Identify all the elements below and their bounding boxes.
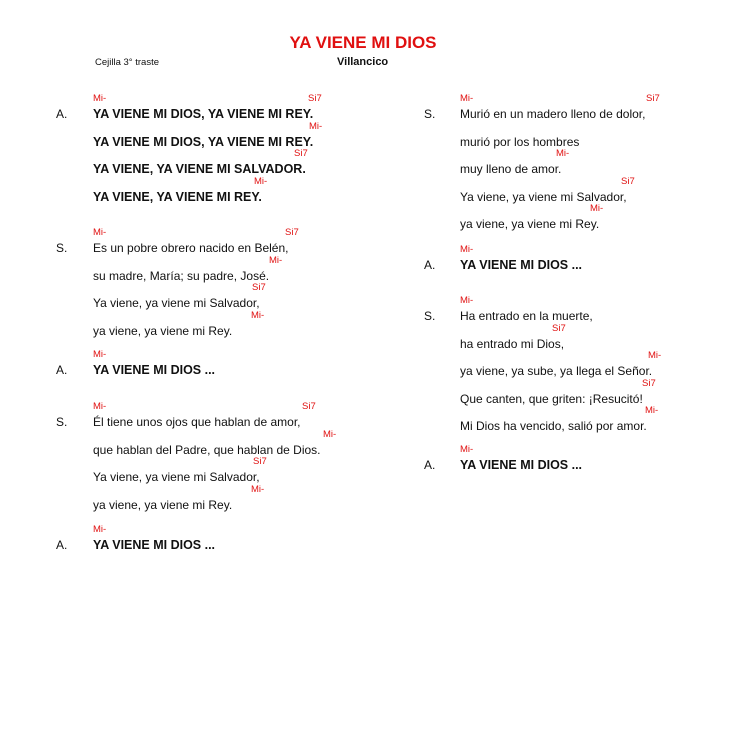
chord-label: Mi- (93, 93, 107, 104)
lyric-text: Es un pobre obrero nacido en Belén, (93, 241, 289, 255)
lyric-text: YA VIENE MI DIOS ... (93, 538, 216, 552)
section-marker: A. (424, 458, 436, 472)
song-subtitle: Villancico (337, 56, 389, 68)
chord-label: Si7 (302, 401, 316, 412)
lyric-text: su madre, María; su padre, José. (93, 268, 270, 283)
chord-label: Si7 (552, 322, 566, 334)
lyric-text: YA VIENE MI DIOS, YA VIENE MI REY. (93, 107, 314, 121)
lyric-text: muy lleno de amor. (460, 162, 562, 177)
chord-label: Mi- (323, 428, 337, 440)
lyric-text: Ya viene, ya viene mi Salvador, (460, 189, 627, 204)
section-marker: A. (56, 538, 68, 552)
lyric-text: Ya viene, ya viene mi Salvador, (93, 470, 260, 485)
section-marker: S. (424, 309, 436, 323)
capo-note: Cejilla 3° traste (95, 57, 159, 68)
chord-label: Mi- (93, 401, 107, 412)
lyric-text: YA VIENE, YA VIENE MI REY. (93, 189, 262, 204)
lyric-text: Él tiene unos ojos que hablan de amor, (93, 415, 301, 429)
chord-label: Mi- (93, 227, 107, 238)
lyric-text: murió por los hombres (460, 134, 580, 149)
lyric-text: ya viene, ya viene mi Rey. (93, 323, 233, 338)
chord-label: Si7 (642, 377, 656, 389)
lyric-text: YA VIENE MI DIOS ... (460, 458, 583, 472)
chord-label: Si7 (252, 282, 266, 294)
chord-label: Mi- (645, 405, 659, 417)
page-title: YA VIENE MI DIOS (289, 33, 437, 52)
lyric-text: YA VIENE MI DIOS ... (460, 258, 583, 272)
lyric-text: Que canten, que griten: ¡Resucitó! (460, 391, 643, 406)
lyric-text: ya viene, ya viene mi Rey. (93, 497, 233, 512)
chord-label: Si7 (308, 93, 322, 104)
chord-label: Si7 (285, 227, 299, 238)
chord-label: Mi- (93, 524, 107, 535)
chord-label: Mi- (254, 175, 268, 187)
chord-label: Si7 (646, 93, 660, 104)
chord-label: Mi- (93, 349, 107, 360)
section-marker: S. (56, 241, 68, 255)
chord-label: Si7 (253, 456, 267, 468)
lyric-text: ya viene, ya viene mi Rey. (460, 217, 600, 232)
chord-label: Mi- (251, 309, 265, 321)
chord-label: Mi- (460, 295, 474, 306)
lyric-text: ya viene, ya sube, ya llega el Señor. (460, 364, 653, 379)
section-marker: A. (56, 107, 68, 121)
chord-label: Mi- (648, 350, 662, 362)
chord-label: Si7 (621, 175, 635, 187)
chord-label: Mi- (556, 148, 570, 160)
lyric-text: Mi Dios ha vencido, salió por amor. (460, 419, 647, 434)
chord-label: Si7 (294, 148, 308, 160)
chord-label: Mi- (460, 244, 474, 255)
lyric-text: YA VIENE MI DIOS ... (93, 363, 216, 377)
lyric-text: YA VIENE MI DIOS, YA VIENE MI REY. (93, 134, 314, 149)
lyric-text: Murió en un madero lleno de dolor, (460, 107, 646, 121)
chord-label: Mi- (460, 93, 474, 104)
lyric-text: YA VIENE, YA VIENE MI SALVADOR. (93, 162, 306, 177)
chord-label: Mi- (269, 254, 283, 266)
section-marker: A. (424, 258, 436, 272)
section-marker: S. (424, 107, 436, 121)
chord-label: Mi- (309, 120, 323, 132)
section-marker: A. (56, 363, 68, 377)
chord-label: Mi- (590, 203, 604, 215)
chord-label: Mi- (251, 483, 265, 495)
lyric-text: que hablan del Padre, que hablan de Dios. (93, 442, 321, 457)
section-marker: S. (56, 415, 68, 429)
chord-label: Mi- (460, 444, 474, 455)
lyric-text: ha entrado mi Dios, (460, 336, 565, 351)
lyric-text: Ya viene, ya viene mi Salvador, (93, 296, 260, 311)
lyric-text: Ha entrado en la muerte, (460, 309, 593, 323)
